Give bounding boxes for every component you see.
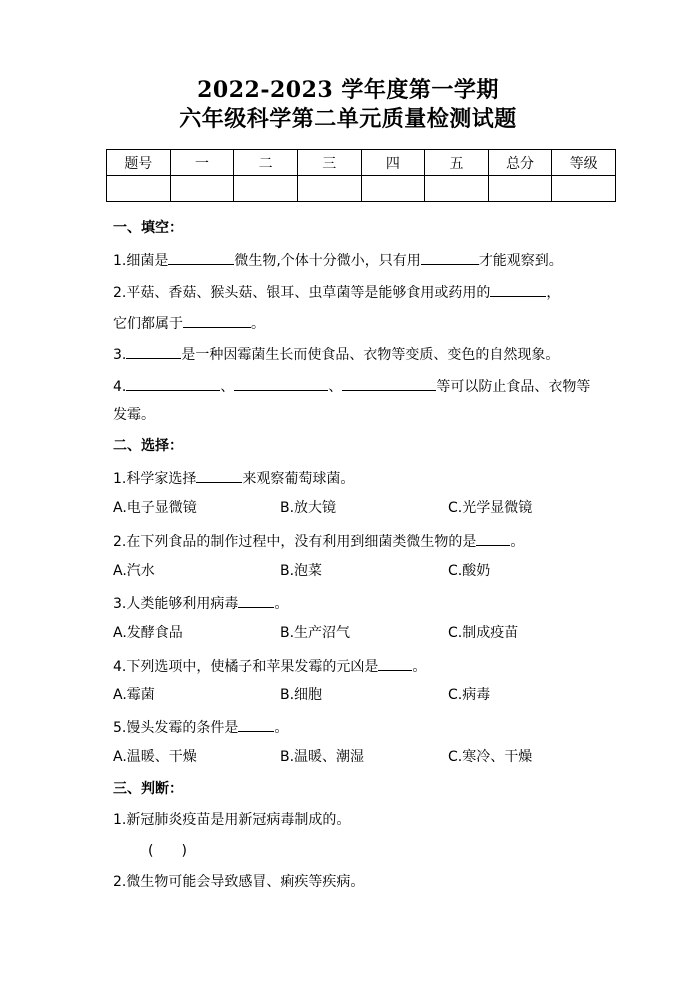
answer-blank[interactable]: [421, 250, 479, 265]
choice-question-3: 3.人类能够利用病毒 。: [113, 593, 626, 613]
judge-question-2: 2.微生物可能会导致感冒、痢疾等疾病。: [113, 874, 365, 890]
choice-question-1: 1.科学家选择 来观察葡萄球菌。: [113, 468, 626, 488]
score-header-cell: 等级: [552, 150, 616, 176]
choice-question-5: 5.馒头发霉的条件是 。: [113, 717, 626, 737]
answer-blank[interactable]: [238, 717, 274, 732]
score-cell[interactable]: [234, 176, 298, 202]
title-line-2: 六年级科学第二单元质量检测试题: [179, 106, 517, 132]
option-b[interactable]: B.细胞: [280, 687, 323, 703]
option-a[interactable]: A.发酵食品: [113, 625, 183, 641]
answer-blank[interactable]: [168, 250, 234, 265]
score-header-cell: 一: [170, 150, 234, 176]
judge-answer-parens[interactable]: ( ): [148, 843, 187, 859]
fill-question-2-cont: 它们都属于 。: [113, 313, 626, 333]
fill-question-2: 2.平菇、香菇、猴头菇、银耳、虫草菌等是能够食用或药用的 ，: [113, 282, 626, 302]
score-cell[interactable]: [107, 176, 171, 202]
title-line-1: 2022-2023 学年度第一学期: [197, 77, 499, 103]
option-a[interactable]: A.霉菌: [113, 687, 155, 703]
judge-question-1: 1.新冠肺炎疫苗是用新冠病毒制成的。: [113, 812, 351, 828]
answer-blank[interactable]: [476, 531, 510, 546]
fill-question-4-cont: 发霉。: [113, 407, 155, 423]
option-b[interactable]: B.生产沼气: [280, 625, 351, 641]
answer-blank[interactable]: [490, 282, 546, 297]
option-a[interactable]: A.温暖、干燥: [113, 749, 197, 765]
option-c[interactable]: C.寒冷、干燥: [448, 749, 533, 765]
score-table-header-row: [107, 150, 616, 176]
answer-blank[interactable]: [196, 468, 242, 483]
option-a[interactable]: A.汽水: [113, 563, 155, 579]
option-a[interactable]: A.电子显微镜: [113, 500, 197, 516]
answer-blank[interactable]: [378, 656, 412, 671]
answer-blank[interactable]: [126, 344, 181, 359]
score-cell[interactable]: [425, 176, 489, 202]
option-c[interactable]: C.制成疫苗: [448, 625, 519, 641]
answer-blank[interactable]: [238, 593, 274, 608]
answer-blank[interactable]: [183, 313, 251, 328]
fill-question-1: 1.细菌是 微生物,个体十分微小，只有用 才能观察到。: [113, 250, 626, 270]
answer-blank[interactable]: [126, 376, 220, 391]
score-header-cell: 二: [234, 150, 298, 176]
option-b[interactable]: B.放大镜: [280, 500, 337, 516]
score-header-cell: 总分: [488, 150, 552, 176]
option-c[interactable]: C.光学显微镜: [448, 500, 533, 516]
score-cell[interactable]: [170, 176, 234, 202]
score-cell[interactable]: [361, 176, 425, 202]
fill-question-4: 4. 、 、 等可以防止食品、衣物等: [113, 376, 626, 396]
score-cell[interactable]: [488, 176, 552, 202]
section-heading-judge: 三、判断：: [113, 781, 183, 797]
answer-blank[interactable]: [234, 376, 328, 391]
score-header-cell: 三: [297, 150, 361, 176]
option-c[interactable]: C.病毒: [448, 687, 491, 703]
score-header-cell: 题号: [107, 150, 171, 176]
score-cell[interactable]: [297, 176, 361, 202]
score-table-blank-row: [107, 176, 616, 202]
section-heading-choice: 二、选择：: [113, 438, 183, 454]
choice-question-4: 4.下列选项中，使橘子和苹果发霉的元凶是 。: [113, 656, 626, 676]
option-c[interactable]: C.酸奶: [448, 563, 491, 579]
option-b[interactable]: B.温暖、潮湿: [280, 749, 365, 765]
option-b[interactable]: B.泡菜: [280, 563, 323, 579]
answer-blank[interactable]: [342, 376, 436, 391]
score-header-cell: 四: [361, 150, 425, 176]
choice-question-2: 2.在下列食品的制作过程中，没有利用到细菌类微生物的是 。: [113, 531, 626, 551]
section-heading-fill: 一、填空：: [113, 220, 183, 236]
score-table: [106, 149, 616, 202]
score-header-cell: 五: [425, 150, 489, 176]
fill-question-3: 3. 是一种因霉菌生长而使食品、衣物等变质、变色的自然现象。: [113, 344, 626, 364]
score-cell[interactable]: [552, 176, 616, 202]
